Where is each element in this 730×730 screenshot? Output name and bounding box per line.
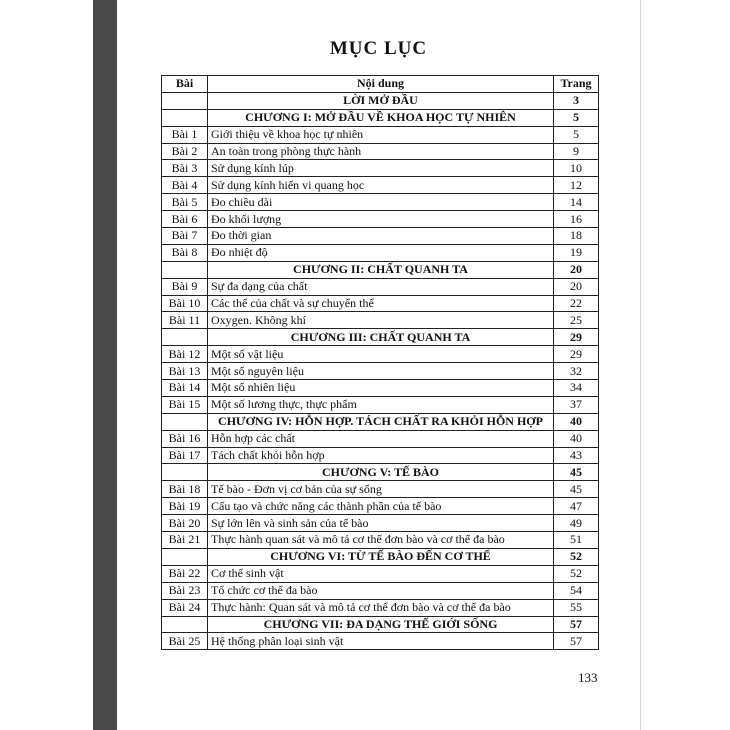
page-ref: 25 [554, 312, 599, 329]
lesson-title: Oxygen. Không khí [208, 312, 554, 329]
lesson-number [162, 464, 208, 481]
lesson-title: Thực hành: Quan sát và mô tả cơ thể đơn bào và cơ thể đa bào [208, 599, 554, 616]
lesson-title: Đo chiều dài [208, 194, 554, 211]
toc-row [162, 599, 599, 616]
page-ref: 34 [554, 380, 599, 397]
lesson-title: Một số nguyên liệu [208, 363, 554, 380]
book-spine [93, 0, 117, 730]
toc-row [162, 126, 599, 143]
lesson-title: Cơ thể sinh vật [208, 565, 554, 582]
lesson-title: Sự lớn lên và sinh sản của tế bào [208, 515, 554, 532]
page-ref: 5 [554, 126, 599, 143]
lesson-title: Hỗn hợp các chất [208, 430, 554, 447]
lesson-title: Hệ thống phân loại sinh vật [208, 633, 554, 650]
lesson-number [162, 413, 208, 430]
lesson-number: Bài 15 [162, 396, 208, 413]
chapter-title: CHƯƠNG III: CHẤT QUANH TA [208, 329, 554, 346]
lesson-number [162, 329, 208, 346]
lesson-title: Thực hành quan sát và mô tả cơ thể đơn bào và cơ thể đa bào [208, 532, 554, 549]
header-page: Trang [554, 76, 599, 93]
toc-row [162, 565, 599, 582]
toc-row [162, 312, 599, 329]
toc-table [161, 75, 599, 650]
page-ref: 54 [554, 582, 599, 599]
toc-row [162, 244, 599, 261]
lesson-title: Các thể của chất và sự chuyển thể [208, 295, 554, 312]
book-page [117, 0, 641, 730]
page-ref: 3 [554, 92, 599, 109]
lesson-number: Bài 13 [162, 363, 208, 380]
toc-row [162, 295, 599, 312]
lesson-number: Bài 21 [162, 532, 208, 549]
lesson-number: Bài 12 [162, 346, 208, 363]
lesson-title: Tế bào - Đơn vị cơ bản của sự sống [208, 481, 554, 498]
toc-row [162, 278, 599, 295]
toc-row [162, 194, 599, 211]
page-ref: 5 [554, 109, 599, 126]
lesson-number: Bài 3 [162, 160, 208, 177]
page-ref: 19 [554, 244, 599, 261]
lesson-title: Cấu tạo và chức năng các thành phần của tế bào [208, 498, 554, 515]
lesson-number [162, 92, 208, 109]
page-ref: 43 [554, 447, 599, 464]
toc-chapter-row [162, 413, 599, 430]
page-ref: 29 [554, 346, 599, 363]
lesson-number: Bài 10 [162, 295, 208, 312]
lesson-number [162, 109, 208, 126]
toc-chapter-row [162, 616, 599, 633]
page-ref: 51 [554, 532, 599, 549]
toc-row [162, 160, 599, 177]
chapter-title: LỜI MỞ ĐẦU [208, 92, 554, 109]
toc-row [162, 211, 599, 228]
lesson-title: Đo nhiệt độ [208, 244, 554, 261]
lesson-number: Bài 9 [162, 278, 208, 295]
page-ref: 55 [554, 599, 599, 616]
page-ref: 57 [554, 633, 599, 650]
chapter-title: CHƯƠNG VII: ĐA DẠNG THẾ GIỚI SỐNG [208, 616, 554, 633]
page-ref: 16 [554, 211, 599, 228]
toc-row [162, 380, 599, 397]
toc-row [162, 515, 599, 532]
page-ref: 40 [554, 430, 599, 447]
lesson-number: Bài 22 [162, 565, 208, 582]
lesson-number: Bài 11 [162, 312, 208, 329]
lesson-number: Bài 14 [162, 380, 208, 397]
toc-chapter-row [162, 464, 599, 481]
page-ref: 9 [554, 143, 599, 160]
lesson-title: Một số nhiên liệu [208, 380, 554, 397]
page-ref: 29 [554, 329, 599, 346]
lesson-title: Giới thiệu về khoa học tự nhiên [208, 126, 554, 143]
lesson-number: Bài 20 [162, 515, 208, 532]
page-ref: 57 [554, 616, 599, 633]
toc-chapter-row [162, 109, 599, 126]
toc-chapter-row [162, 261, 599, 278]
toc-row [162, 396, 599, 413]
lesson-number: Bài 5 [162, 194, 208, 211]
chapter-title: CHƯƠNG I: MỞ ĐẦU VỀ KHOA HỌC TỰ NHIÊN [208, 109, 554, 126]
toc-row [162, 447, 599, 464]
page-ref: 18 [554, 228, 599, 245]
page-ref: 52 [554, 565, 599, 582]
toc-row [162, 633, 599, 650]
toc-row [162, 498, 599, 515]
chapter-title: CHƯƠNG IV: HỖN HỢP. TÁCH CHẤT RA KHỎI HỖN HỢP [208, 413, 554, 430]
lesson-number: Bài 2 [162, 143, 208, 160]
page-ref: 37 [554, 396, 599, 413]
lesson-title: Sử dụng kính hiển vi quang học [208, 177, 554, 194]
lesson-title: Đo khối lượng [208, 211, 554, 228]
lesson-number: Bài 24 [162, 599, 208, 616]
lesson-title: Tách chất khỏi hỗn hợp [208, 447, 554, 464]
chapter-title: CHƯƠNG VI: TỪ TẾ BÀO ĐẾN CƠ THỂ [208, 548, 554, 565]
page-ref: 10 [554, 160, 599, 177]
page-ref: 40 [554, 413, 599, 430]
toc-header-row [162, 76, 599, 93]
toc-row [162, 532, 599, 549]
toc-row [162, 177, 599, 194]
lesson-title: Tổ chức cơ thể đa bào [208, 582, 554, 599]
toc-row [162, 143, 599, 160]
toc-row [162, 481, 599, 498]
lesson-number: Bài 23 [162, 582, 208, 599]
page-ref: 22 [554, 295, 599, 312]
lesson-number: Bài 8 [162, 244, 208, 261]
page-title: MỤC LỤC [329, 38, 428, 59]
toc-row [162, 363, 599, 380]
lesson-number: Bài 19 [162, 498, 208, 515]
page-ref: 45 [554, 481, 599, 498]
page-ref: 20 [554, 261, 599, 278]
page-ref: 47 [554, 498, 599, 515]
lesson-title: An toàn trong phòng thực hành [208, 143, 554, 160]
lesson-number: Bài 6 [162, 211, 208, 228]
lesson-number: Bài 17 [162, 447, 208, 464]
chapter-title: CHƯƠNG V: TẾ BÀO [208, 464, 554, 481]
toc-chapter-row [162, 92, 599, 109]
lesson-title: Một số lương thực, thực phẩm [208, 396, 554, 413]
lesson-number: Bài 4 [162, 177, 208, 194]
page-ref: 52 [554, 548, 599, 565]
lesson-title: Sử dụng kính lúp [208, 160, 554, 177]
toc-chapter-row [162, 329, 599, 346]
page-ref: 14 [554, 194, 599, 211]
lesson-title: Một số vật liệu [208, 346, 554, 363]
page-ref: 49 [554, 515, 599, 532]
lesson-number: Bài 1 [162, 126, 208, 143]
header-lesson: Bài [162, 76, 208, 93]
toc-chapter-row [162, 548, 599, 565]
lesson-number [162, 548, 208, 565]
toc-row [162, 346, 599, 363]
chapter-title: CHƯƠNG II: CHẤT QUANH TA [208, 261, 554, 278]
lesson-title: Đo thời gian [208, 228, 554, 245]
lesson-number: Bài 7 [162, 228, 208, 245]
toc-row [162, 228, 599, 245]
toc-row [162, 430, 599, 447]
toc-row [162, 582, 599, 599]
lesson-number [162, 616, 208, 633]
lesson-title: Sự đa dạng của chất [208, 278, 554, 295]
page-number: 133 [578, 670, 598, 685]
page-ref: 45 [554, 464, 599, 481]
page-ref: 12 [554, 177, 599, 194]
lesson-number: Bài 25 [162, 633, 208, 650]
page-ref: 20 [554, 278, 599, 295]
toc-body [162, 92, 599, 649]
lesson-number [162, 261, 208, 278]
header-content: Nội dung [208, 76, 554, 93]
lesson-number: Bài 18 [162, 481, 208, 498]
lesson-number: Bài 16 [162, 430, 208, 447]
page-ref: 32 [554, 363, 599, 380]
